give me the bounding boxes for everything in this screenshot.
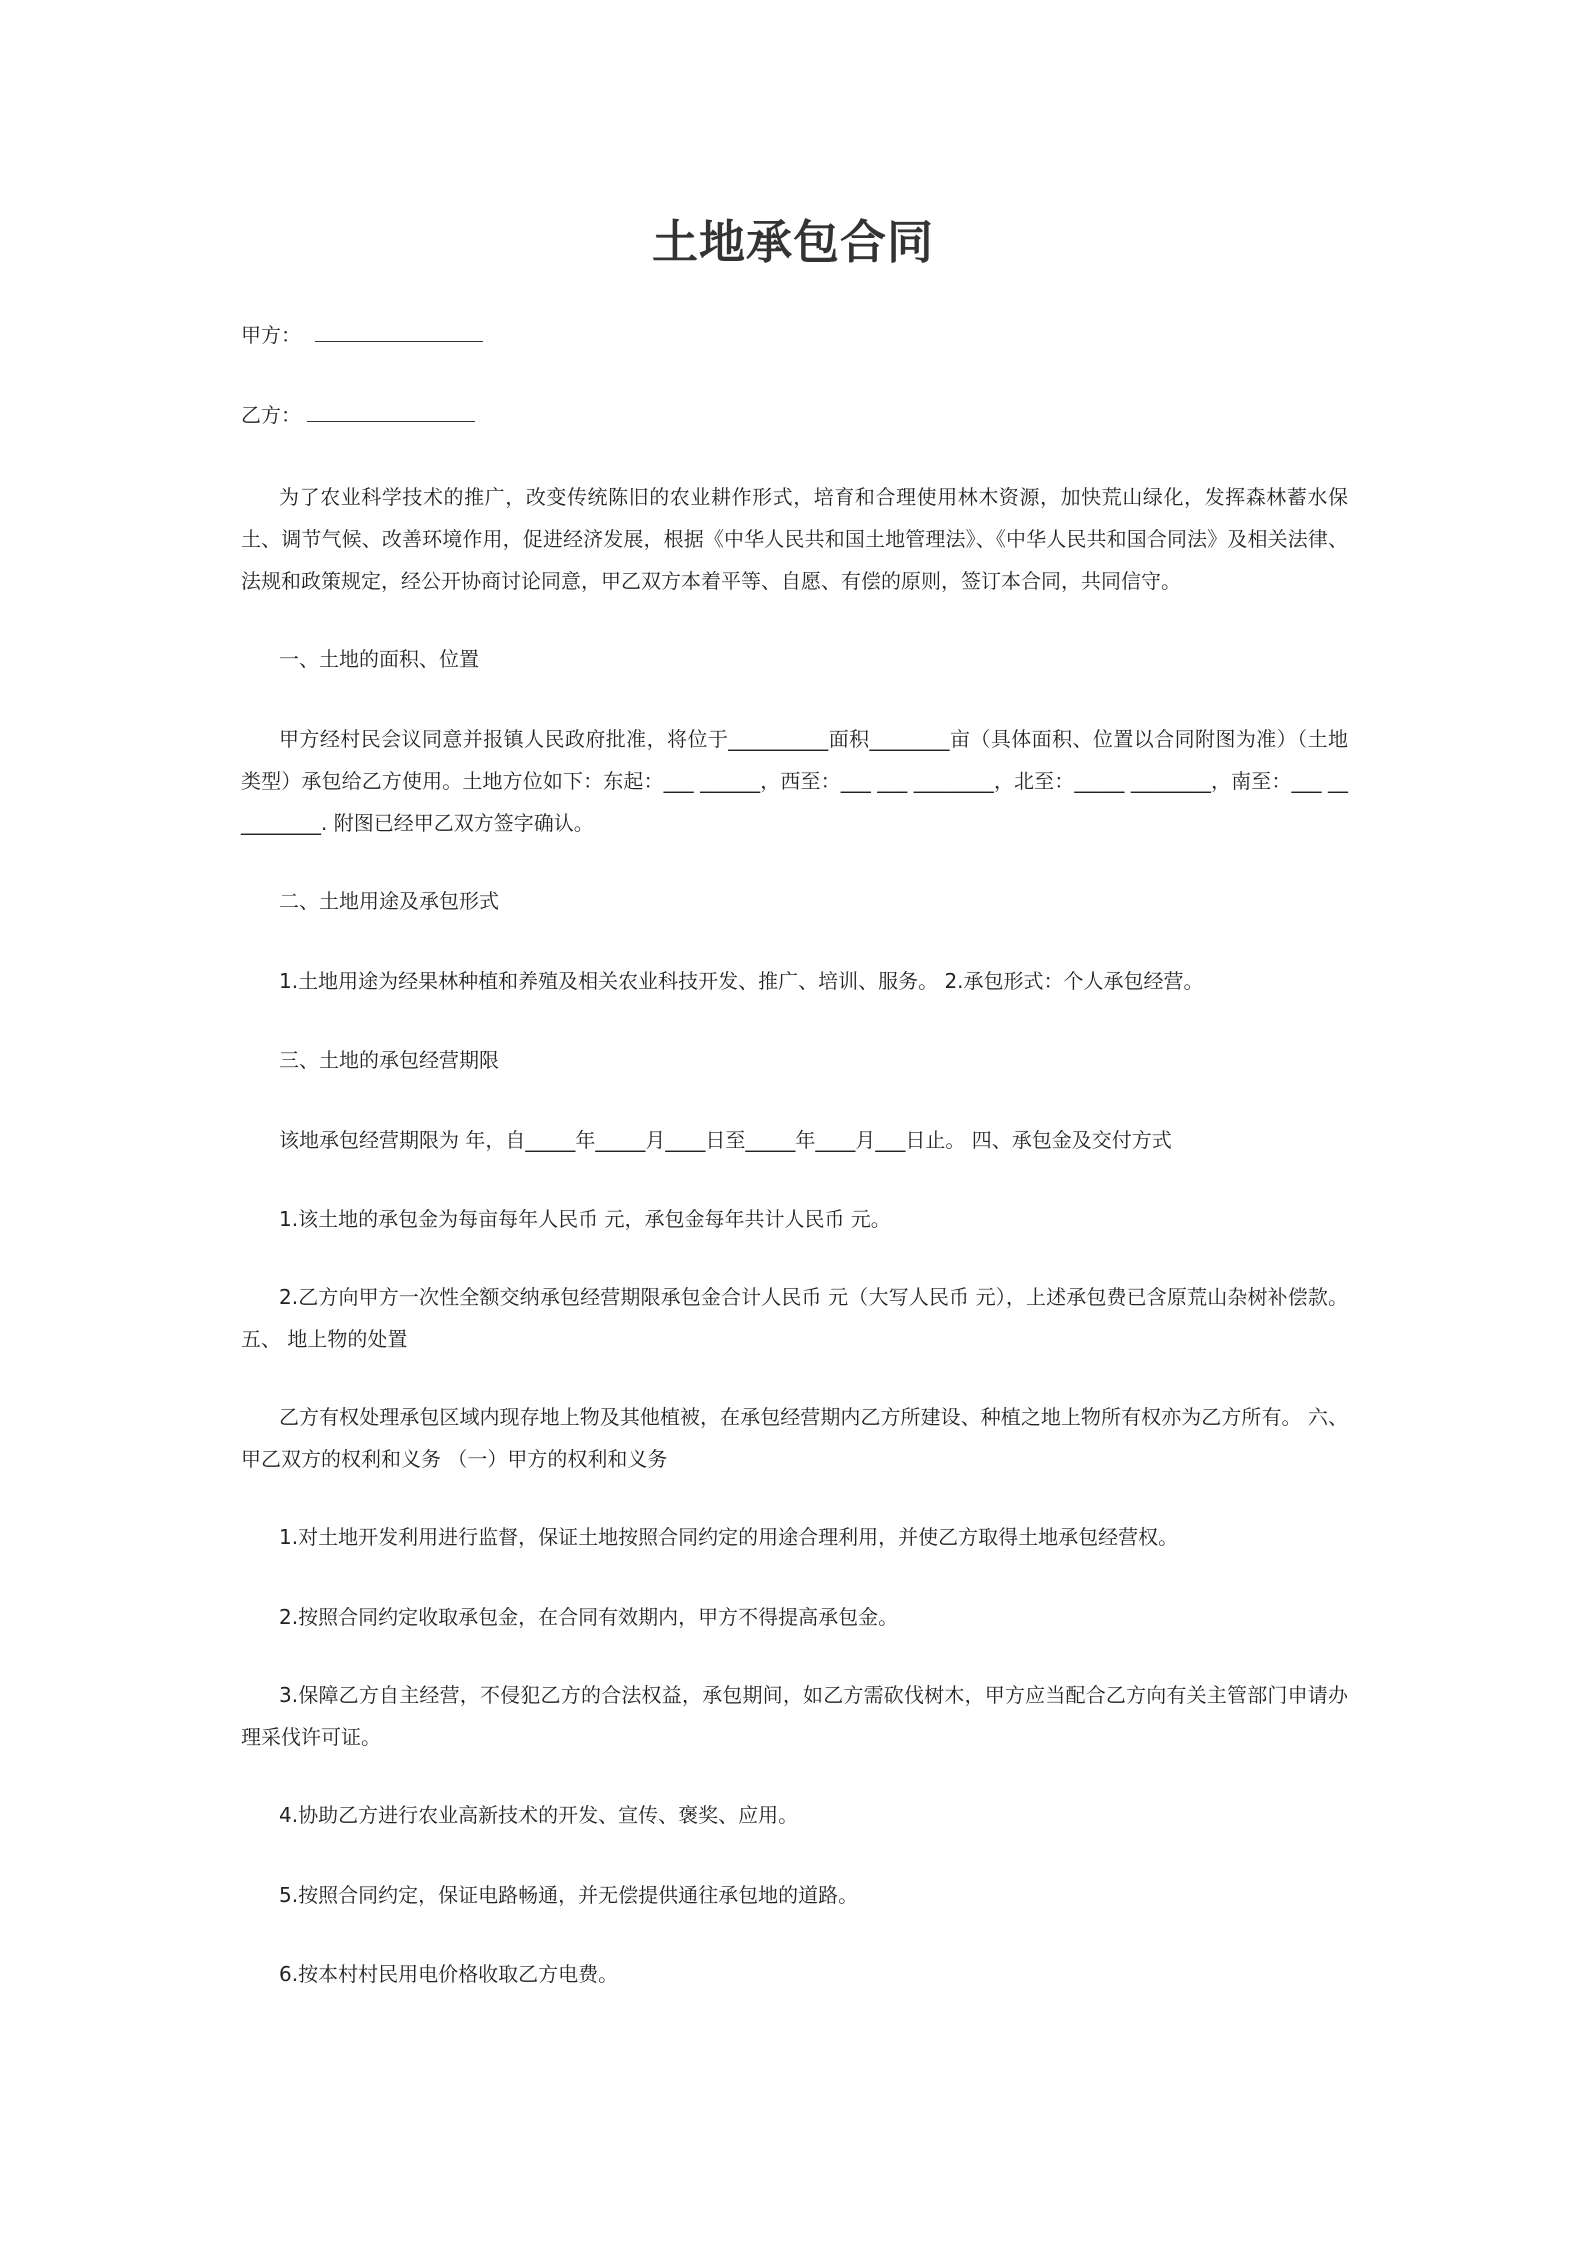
section-3-heading: 三、土地的承包经营期限 [279,1048,499,1072]
party-b-line [241,403,475,427]
obligation-item-5: 5.按照合同约定，保证电路畅通，并无偿提供通往承包地的道路。 [279,1883,859,1907]
preamble-text: 为了农业科学技术的推广，改变传统陈旧的农业耕作形式，培育和合理使用林木资源，加快荒山绿化，发挥森林蓄水保土、调节气候、改善环境作用，促进经济发展，根据《中华人民共和国土地管理法》、《中华人民共和国合同法》及相关法律、法规和政策规定，经公开协商讨论同意，甲乙双方本着平等、自愿、有偿的原则，签订本合同，共同信守。 [241,485,1348,593]
obligation-item-3-text: 3.保障乙方自主经营，不侵犯乙方的合法权益，承包期间，如乙方需砍伐树木，甲方应当配合乙方向有关主管部门申请办理采伐许可证。 [241,1683,1348,1749]
section-1-heading: 一、土地的面积、位置 [279,647,479,671]
party-b-label: 乙方： [241,403,301,427]
section-5-text: 乙方有权处理承包区域内现存地上物及其他植被，在承包经营期内乙方所建设、种植之地上物所有权亦为乙方所有。 六、甲乙双方的权利和义务 （一）甲方的权利和义务 [241,1405,1348,1471]
obligation-item-4: 4.协助乙方进行农业高新技术的开发、宣传、褒奖、应用。 [279,1803,799,1827]
party-a-line [241,323,483,347]
party-b-blank [307,403,475,422]
obligation-item-1: 1.对土地开发利用进行监督，保证土地按照合同约定的用途合理利用，并使乙方取得土地承包经营权。 [279,1525,1179,1549]
section-3-text: 该地承包经营期限为 年，自_____年_____月____日至_____年____月___日止。 四、承包金及交付方式 [279,1128,1172,1152]
party-a-label: 甲方： [241,323,301,347]
obligation-item-6: 6.按本村村民用电价格收取乙方电费。 [279,1962,619,1986]
section-4-paragraph-1: 1.该土地的承包金为每亩每年人民币 元，承包金每年共计人民币 元。 [279,1207,891,1231]
section-4-paragraph-2 [241,1276,1348,1360]
obligation-item-2: 2.按照合同约定收取承包金，在合同有效期内，甲方不得提高承包金。 [279,1605,899,1629]
party-a-blank [315,323,483,342]
section-1-text: 甲方经村民会议同意并报镇人民政府批准，将位于__________面积________亩（具体面积、位置以合同附图为准）（土地类型）承包给乙方使用。土地方位如下：东起：___ ______，西至：___ ___ ________，北至：_____ ________，南至：___ __ ________. 附图已经甲乙双方签字确认。 [241,727,1348,835]
section-5-paragraph [241,1396,1348,1480]
document-title: 土地承包合同 [652,215,934,269]
preamble-paragraph [241,476,1348,602]
section-2-heading: 二、土地用途及承包形式 [279,889,499,913]
section-1-paragraph [241,718,1348,844]
section-4-text-2: 2.乙方向甲方一次性全额交纳承包经营期限承包金合计人民币 元（大写人民币 元），上述承包费已含原荒山杂树补偿款。 五、 地上物的处置 [241,1285,1348,1351]
obligation-item-3 [241,1674,1348,1758]
section-2-text: 1.土地用途为经果林种植和养殖及相关农业科技开发、推广、培训、服务。 2.承包形式：个人承包经营。 [279,969,1204,993]
